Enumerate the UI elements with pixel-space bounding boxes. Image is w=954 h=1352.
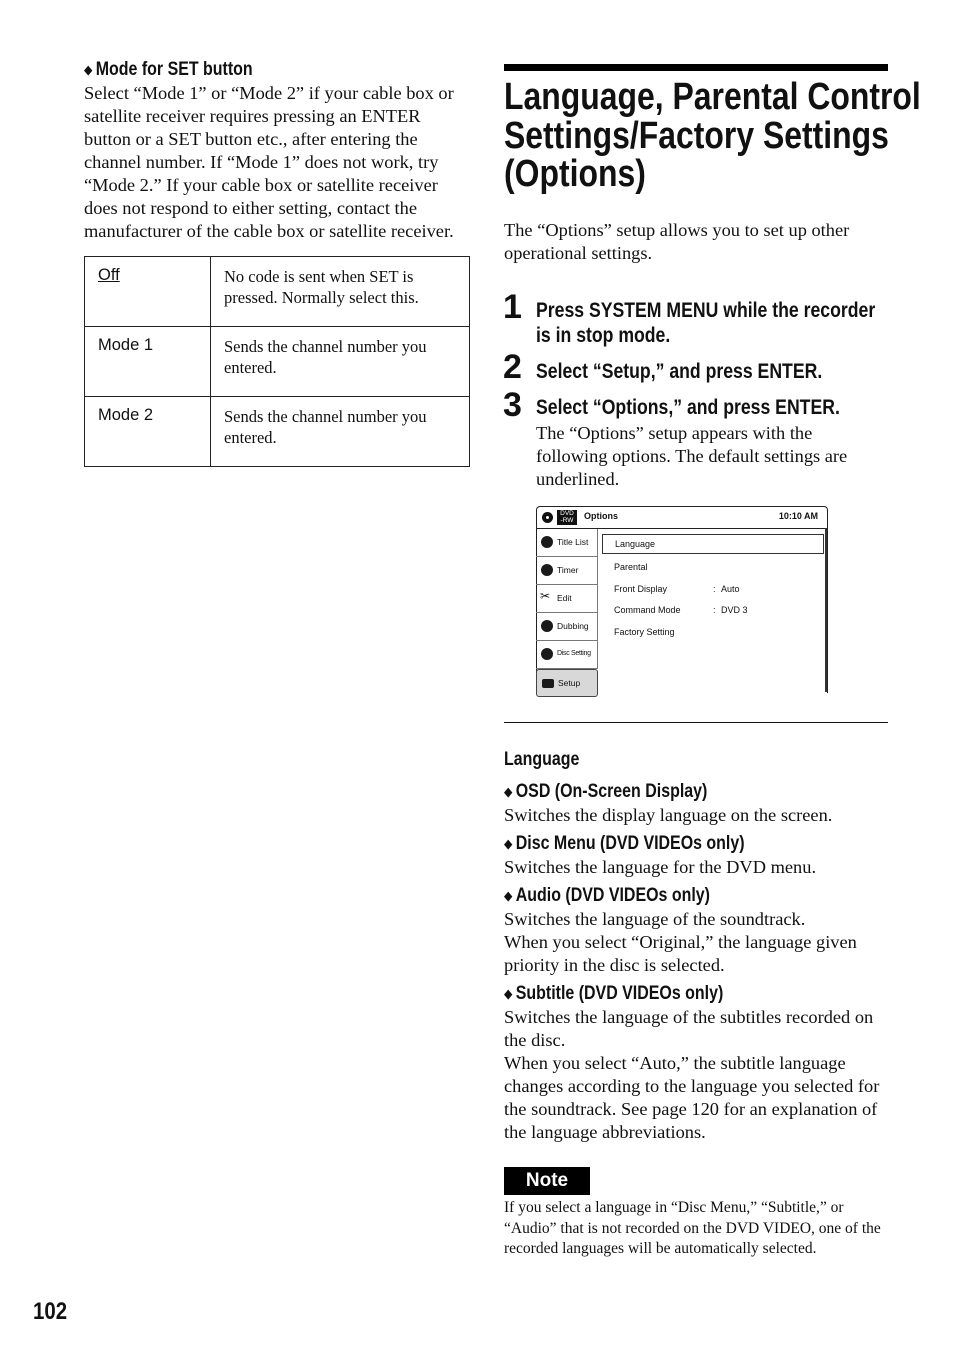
menu-item-language: Language	[602, 534, 824, 554]
sidebar-item-dubbing: Dubbing	[536, 613, 598, 641]
option-desc: No code is sent when SET is pressed. Normally select this.	[211, 257, 470, 327]
set-button-section	[84, 58, 472, 243]
sidebar-item-timer: Timer	[536, 557, 598, 585]
table-row	[85, 327, 470, 397]
disc-menu-heading: ◆ Disc Menu (DVD VIDEOs only)	[504, 833, 745, 854]
page-number: 102	[33, 1298, 68, 1325]
sidebar-item-title-list: Title List	[536, 529, 598, 557]
set-button-paragraph: Select “Mode 1” or “Mode 2” if your cable box or satellite receiver requires pressing an ENTER button or a SET button etc., after entering the channel number. If “Mode 1” does not work, try “Mode 2.” If your cable box or satellite receiver does not respond to either setting, contact the manufacturer of the cable box or satellite receiver.	[84, 83, 454, 241]
subtitle-description: Switches the language of the subtitles recorded on the disc. When you select “Auto,” the subtitle language changes according to the language you selected for the soundtrack. See page 120 for an explanation of the language abbreviations.	[504, 1007, 880, 1142]
option-desc: Sends the channel number you entered.	[211, 327, 470, 397]
menu-item-parental: Parental	[614, 562, 648, 572]
disc-setting-icon	[541, 648, 553, 660]
option-desc: Sends the channel number you entered.	[211, 397, 470, 467]
title-list-icon	[541, 536, 553, 548]
step-text-3: Select “Options,” and press ENTER.	[536, 396, 840, 419]
screen-sidebar	[536, 529, 598, 697]
intro-paragraph: The “Options” setup allows you to set up other operational settings.	[504, 220, 850, 263]
dvd-rw-badge: DVD -RW	[557, 510, 577, 525]
step-number-2: 2	[503, 348, 522, 386]
table-row	[85, 397, 470, 467]
diamond-bullet-icon: ◆	[504, 784, 513, 799]
step-text-1: Press SYSTEM MENU while the recorder is in stop mode.	[536, 299, 876, 347]
audio-description: Switches the language of the soundtrack. When you select “Original,” the language given priority in the disc is selected.	[504, 909, 857, 975]
option-off: Off	[98, 266, 120, 284]
diamond-bullet-icon: ◆	[504, 986, 513, 1001]
screen-menu	[602, 534, 824, 643]
scissors-icon: ✂	[540, 589, 551, 603]
osd-description: Switches the display language on the screen.	[504, 805, 833, 825]
dubbing-icon	[541, 620, 553, 632]
table-row	[85, 257, 470, 327]
menu-item-factory-setting: Factory Setting	[614, 626, 675, 637]
diamond-bullet-icon: ◆	[504, 836, 513, 851]
step-number-1: 1	[503, 288, 522, 326]
screen-header	[536, 506, 828, 529]
screen-time: 10:10 AM	[778, 511, 818, 521]
step-text-2: Select “Setup,” and press ENTER.	[536, 360, 823, 383]
options-screen-illustration	[536, 506, 828, 694]
page-title: Language, Parental Control Settings/Factory Settings (Options)	[504, 76, 921, 195]
set-button-heading: ◆ Mode for SET button	[84, 59, 253, 80]
diamond-bullet-icon: ◆	[504, 888, 513, 903]
option-mode1: Mode 1	[85, 327, 211, 397]
sidebar-item-setup: Setup	[536, 669, 598, 697]
disc-icon	[542, 512, 553, 523]
language-heading: Language	[504, 749, 580, 770]
note-label: Note	[504, 1167, 590, 1195]
note-text: If you select a language in “Disc Menu,” “Subtitle,” or “Audio” that is not recorded on the DVD VIDEO, one of the recorded languages will be automatically selected.	[504, 1199, 881, 1257]
title-bar-divider	[504, 64, 888, 71]
option-mode2: Mode 2	[85, 397, 211, 467]
screen-title: Options	[584, 511, 618, 521]
sidebar-item-disc-setting: Disc Setting	[536, 641, 598, 669]
clock-icon	[541, 564, 553, 576]
osd-heading: ◆ OSD (On-Screen Display)	[504, 781, 708, 802]
audio-heading: ◆ Audio (DVD VIDEOs only)	[504, 885, 710, 906]
mode-table	[84, 256, 470, 467]
disc-menu-description: Switches the language for the DVD menu.	[504, 857, 817, 877]
subtitle-heading: ◆ Subtitle (DVD VIDEOs only)	[504, 983, 724, 1004]
menu-item-command-mode: Command Mode : DVD 3	[614, 605, 748, 615]
step-3-detail: The “Options” setup appears with the following options. The default settings are underlined.	[536, 423, 848, 489]
step-number-3: 3	[503, 386, 522, 424]
toolbox-icon	[542, 679, 554, 688]
section-divider	[504, 722, 888, 723]
sidebar-item-edit: ✂ Edit	[536, 585, 598, 613]
diamond-bullet-icon: ◆	[84, 62, 93, 77]
menu-item-front-display: Front Display : Auto	[614, 583, 740, 594]
